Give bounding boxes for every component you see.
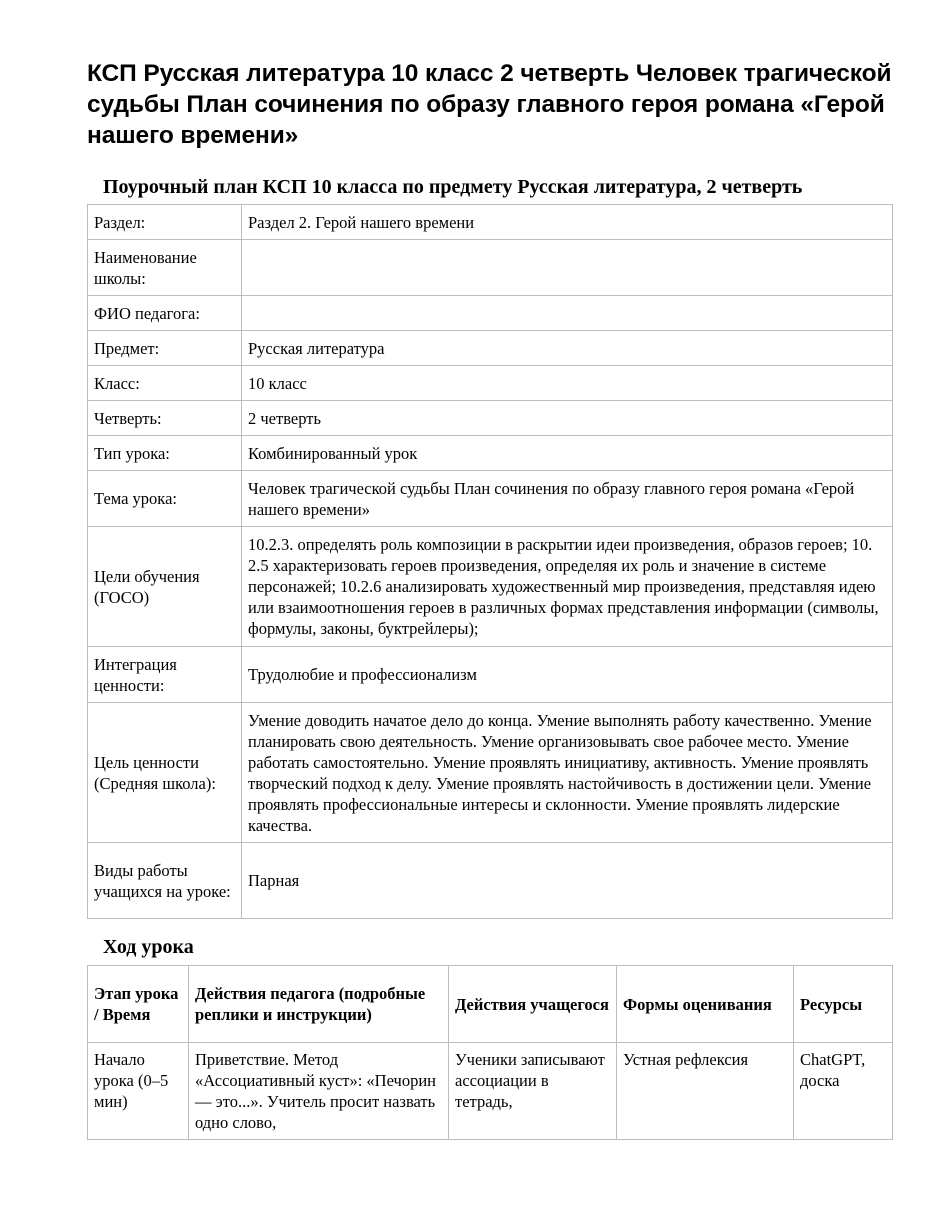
table-row bbox=[88, 240, 893, 296]
row-label: Предмет: bbox=[88, 331, 242, 366]
document-title: КСП Русская литература 10 класс 2 четверть Человек трагической судьбы План сочинения по образу главного героя романа «Герой нашего времени» bbox=[87, 60, 892, 149]
row-value bbox=[242, 240, 893, 296]
table-row bbox=[88, 366, 893, 401]
column-header: Формы оценивания bbox=[617, 966, 794, 1043]
table-row bbox=[88, 205, 893, 240]
column-header: Действия учащегося bbox=[449, 966, 617, 1043]
row-label: Раздел: bbox=[88, 205, 242, 240]
row-value: 10 класс bbox=[242, 366, 893, 401]
row-label: Цели обучения (ГОСО) bbox=[88, 527, 242, 647]
table-row bbox=[88, 296, 893, 331]
lesson-progress-heading: Ход урока bbox=[103, 936, 194, 958]
lesson-info-table bbox=[87, 204, 893, 919]
row-label: Класс: bbox=[88, 366, 242, 401]
row-value: 10.2.3. определять роль композиции в раскрытии идеи произведения, образов героев; 10. 2.5 характеризовать героев произведения, определяя их роль и значение в системе персонажей; 10.2.6 анализировать художественный мир произведения, представляя идею или взаимоотношения героев в различных формах представления информации (символы, формулы, законы, буктрейлеры); bbox=[242, 527, 893, 647]
row-label: Цель ценности (Средняя школа): bbox=[88, 703, 242, 843]
row-value: Умение доводить начатое дело до конца. Умение выполнять работу качественно. Умение планировать свою деятельность. Умение организовывать свое рабочее место. Умение работать самостоятельно. Умение проявлять инициативу, активность. Умение проявлять творческий подход к делу. Умение проявлять настойчивость в достижении цели. Умение проявлять профессиональные интересы и склонности. Умение проявлять лидерские качества. bbox=[242, 703, 893, 843]
plan-heading: Поурочный план КСП 10 класса по предмету Русская литература, 2 четверть bbox=[103, 176, 803, 198]
table-row bbox=[88, 527, 893, 647]
lesson-progress-table bbox=[87, 965, 893, 1140]
row-value: 2 четверть bbox=[242, 401, 893, 436]
table-cell: Начало урока (0–5 мин) bbox=[88, 1043, 189, 1140]
table-row bbox=[88, 843, 893, 919]
row-label: ФИО педагога: bbox=[88, 296, 242, 331]
table-row bbox=[88, 401, 893, 436]
table-row bbox=[88, 331, 893, 366]
row-value: Человек трагической судьбы План сочинения по образу главного героя романа «Герой нашего времени» bbox=[242, 471, 893, 527]
document-page bbox=[87, 58, 893, 1140]
table-cell: Приветствие. Метод «Ассоциативный куст»: «Печорин — это...». Учитель просит назвать одно слово, bbox=[189, 1043, 449, 1140]
row-value: Парная bbox=[242, 843, 893, 919]
row-value: Русская литература bbox=[242, 331, 893, 366]
column-header: Ресурсы bbox=[794, 966, 893, 1043]
table-row bbox=[88, 1043, 893, 1140]
table-row bbox=[88, 647, 893, 703]
row-label: Виды работы учащихся на уроке: bbox=[88, 843, 242, 919]
row-value bbox=[242, 296, 893, 331]
table-row bbox=[88, 703, 893, 843]
table-cell: Ученики записывают ассоциации в тетрадь, bbox=[449, 1043, 617, 1140]
table-cell: Устная рефлексия bbox=[617, 1043, 794, 1140]
table-row bbox=[88, 471, 893, 527]
row-label: Тема урока: bbox=[88, 471, 242, 527]
row-value: Трудолюбие и профессионализм bbox=[242, 647, 893, 703]
row-label: Наименование школы: bbox=[88, 240, 242, 296]
row-value: Раздел 2. Герой нашего времени bbox=[242, 205, 893, 240]
table-header-row bbox=[88, 966, 893, 1043]
table-cell: ChatGPT, доска bbox=[794, 1043, 893, 1140]
column-header: Этап урока / Время bbox=[88, 966, 189, 1043]
table-row bbox=[88, 436, 893, 471]
column-header: Действия педагога (подробные реплики и инструкции) bbox=[189, 966, 449, 1043]
row-value: Комбинированный урок bbox=[242, 436, 893, 471]
row-label: Тип урока: bbox=[88, 436, 242, 471]
row-label: Четверть: bbox=[88, 401, 242, 436]
row-label: Интеграция ценности: bbox=[88, 647, 242, 703]
